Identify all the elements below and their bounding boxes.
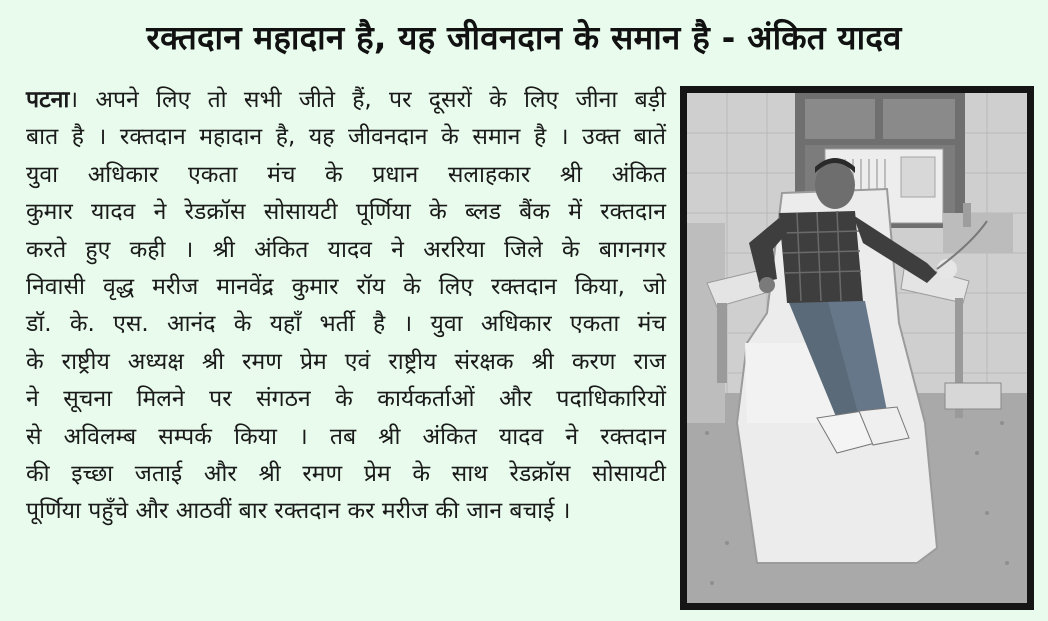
article-line-6: निवासी वृद्ध मरीज मानवेंद्र कुमार रॉय के लिए रक्तदान किया, जो xyxy=(26,273,666,300)
article-line-4: कुमार यादव ने रेडक्रॉस सोसायटी पूर्णिया के ब्लड बैंक में रक्तदान xyxy=(26,199,666,226)
article-line-1 xyxy=(26,82,666,119)
article-line-5: करते हुए कही । श्री अंकित यादव ने अररिया जिले के बागनगर xyxy=(26,236,666,263)
article-line-9: ने सूचना मिलने पर संगठन के कार्यकर्ताओं और पदाधिकारियों xyxy=(26,386,666,413)
article-line-7: डॉ. के. एस. आनंद के यहाँ भर्ती है । युवा अधिकार एकता मंच xyxy=(26,311,666,338)
dateline: पटना xyxy=(26,87,70,113)
article-line-2: बात है । रक्तदान महादान है, यह जीवनदान के समान है । उक्त बातें xyxy=(26,124,666,151)
photo-frame xyxy=(680,86,1034,610)
article-line-8: के राष्ट्रीय अध्यक्ष श्री रमण प्रेम एवं राष्ट्रीय संरक्षक श्री करण राज xyxy=(26,348,666,375)
headline: रक्तदान महादान है, यह जीवनदान के समान है - अंकित यादव xyxy=(146,18,902,57)
article-line-3: युवा अधिकार एकता मंच के प्रधान सलाहकार श्री अंकित xyxy=(26,161,666,188)
blood-donation-photo xyxy=(687,93,1027,603)
article-line-text: । अपने लिए तो सभी जीते हैं, पर दूसरों के लिए जीना बड़ी xyxy=(69,87,666,113)
article-line-12: पूर्णिया पहुँचे और आठवीं बार रक्तदान कर मरीज की जान बचाई । xyxy=(26,498,571,525)
article-line-10: से अविलम्ब सम्पर्क किया । तब श्री अंकित यादव ने रक्तदान xyxy=(26,423,666,450)
article-line-11: की इच्छा जताई और श्री रमण प्रेम के साथ रेडक्रॉस सोसायटी xyxy=(26,460,666,487)
article-body xyxy=(26,82,666,531)
